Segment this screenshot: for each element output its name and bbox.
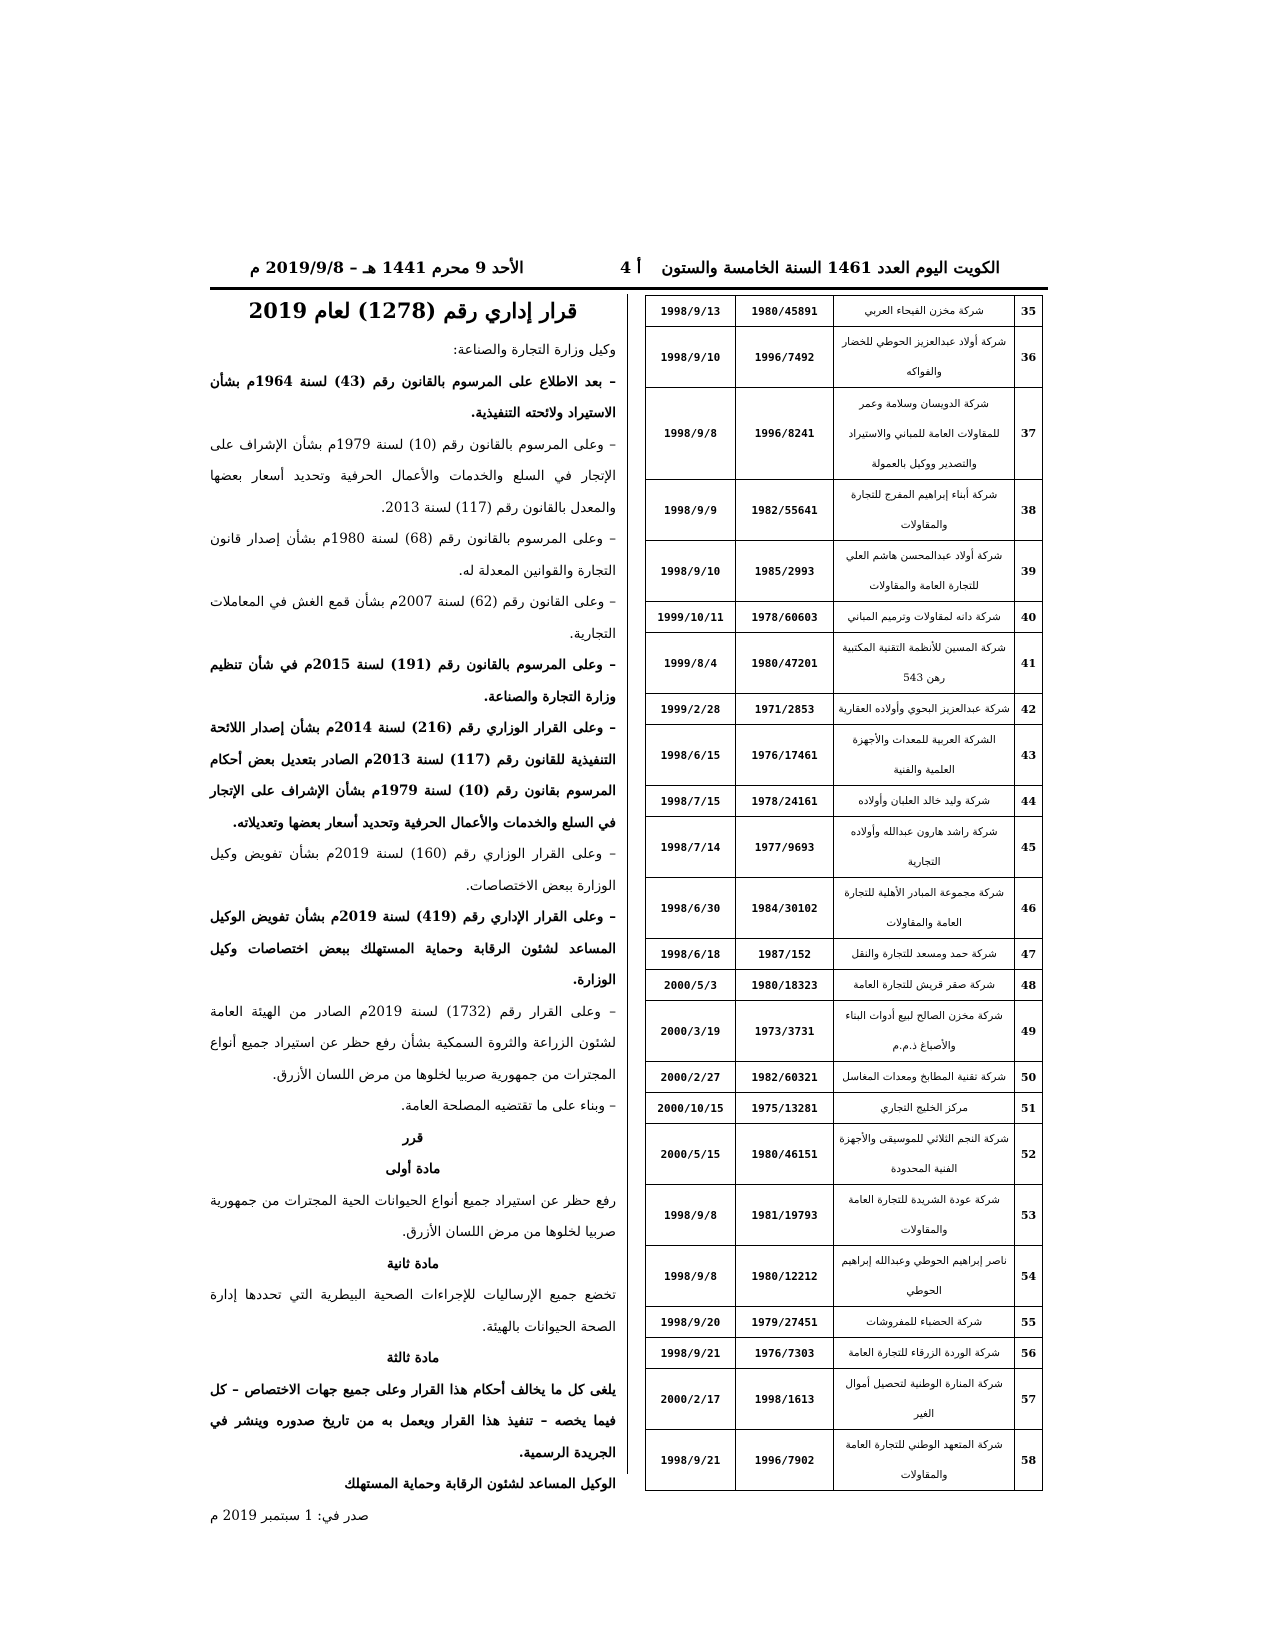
table-row <box>646 970 1043 1001</box>
registration-number: 1979/27451 <box>735 1307 833 1338</box>
row-number: 53 <box>1015 1185 1043 1246</box>
table-row <box>646 817 1043 878</box>
company-name: ناصر إبراهيم الحوطي وعبدالله إبراهيم الحوطي <box>834 1246 1015 1307</box>
decision-paragraph: – وعلى القانون رقم (62) لسنة 2007م بشأن قمع الغش في المعاملات التجارية. <box>210 594 616 642</box>
article-heading: مادة ثانية <box>386 1255 440 1272</box>
cancellation-date: 2000/10/15 <box>646 1093 736 1124</box>
row-number: 51 <box>1015 1093 1043 1124</box>
registration-number: 1976/7303 <box>735 1338 833 1369</box>
table-row <box>646 1093 1043 1124</box>
registration-number: 1976/17461 <box>735 725 833 786</box>
row-number: 46 <box>1015 878 1043 939</box>
registration-number: 1980/45891 <box>735 296 833 327</box>
cancellation-date: 1998/9/8 <box>646 1246 736 1307</box>
decision-paragraph: وكيل وزارة التجارة والصناعة: <box>453 342 616 358</box>
cancellation-date: 2000/3/19 <box>646 1001 736 1062</box>
company-name: شركة عبدالعزيز البحوي وأولاده العقارية <box>834 694 1015 725</box>
registration-number: 1978/24161 <box>735 786 833 817</box>
page-header <box>210 258 1058 288</box>
table-row <box>646 388 1043 480</box>
row-number: 36 <box>1015 327 1043 388</box>
company-name: شركة النجم الثلاثي للموسيقى والأجهزة الفنية المحدودة <box>834 1124 1015 1185</box>
table-row <box>646 633 1043 694</box>
cancellation-date: 1998/7/15 <box>646 786 736 817</box>
table-row <box>646 296 1043 327</box>
cancellation-date: 1999/2/28 <box>646 694 736 725</box>
decision-paragraph: – وبناء على ما تقتضيه المصلحة العامة. <box>400 1098 616 1114</box>
cancellation-date: 1998/9/21 <box>646 1430 736 1491</box>
article-heading: قرر <box>402 1129 424 1146</box>
cancellation-date: 1998/9/9 <box>646 480 736 541</box>
decision-paragraph: – وعلى القرار الوزاري رقم (216) لسنة 2014م بشأن إصدار اللائحة التنفيذية للقانون رقم (117) لسنة 2013م الصادر بتعديل بعض أحكام المرسوم بقانون رقم (10) لسنة 1979م بشأن الإشراف على الإتجار في السلع والخدمات والأعمال الحرفية وتحديد أسعار بعضها وتعديلاته. <box>210 720 616 831</box>
table-row <box>646 1246 1043 1307</box>
row-number: 37 <box>1015 388 1043 480</box>
table-row <box>646 1430 1043 1491</box>
decision-paragraph: – وعلى المرسوم بالقانون رقم (191) لسنة 2015م في شأن تنظيم وزارة التجارة والصناعة. <box>210 657 616 705</box>
cancellation-date: 1998/9/21 <box>646 1338 736 1369</box>
decision-paragraph: – وعلى القرار الوزاري رقم (160) لسنة 2019م بشأن تفويض وكيل الوزارة ببعض الاختصاصات. <box>210 846 616 894</box>
article-heading: مادة ثالثة <box>386 1350 440 1366</box>
company-name: شركة مجموعة المبادر الأهلية للتجارة العامة والمقاولات <box>834 878 1015 939</box>
decision-paragraph: – بعد الاطلاع على المرسوم بالقانون رقم (43) لسنة 1964م بشأن الاستيراد ولائحته التنفيذية. <box>210 373 617 421</box>
cancellation-date: 1999/8/4 <box>646 633 736 694</box>
header-page-number: أ 4 <box>620 258 642 277</box>
decision-column <box>210 298 617 1524</box>
registration-number: 1981/19793 <box>735 1185 833 1246</box>
company-name: مركز الخليج التجاري <box>834 1093 1015 1124</box>
table-row <box>646 541 1043 602</box>
decision-paragraph: – وعلى المرسوم بالقانون رقم (10) لسنة 1979م بشأن الإشراف على الإتجار في السلع والخدمات والأعمال الحرفية وتحديد أسعار بعضها والمعدل بالقانون رقم (117) لسنة 2013. <box>210 436 616 516</box>
company-name: شركة راشد هارون عبدالله وأولاده التجارية <box>834 817 1015 878</box>
cancellation-date: 2000/5/3 <box>646 970 736 1001</box>
row-number: 40 <box>1015 602 1043 633</box>
table-row <box>646 1001 1043 1062</box>
registration-number: 1982/55641 <box>735 480 833 541</box>
row-number: 54 <box>1015 1246 1043 1307</box>
article-heading: مادة أولى <box>385 1161 441 1177</box>
row-number: 47 <box>1015 939 1043 970</box>
company-name: شركة الدويسان وسلامة وعمر للمقاولات العامة للمباني والاستيراد والتصدير ووكيل بالعمولة <box>834 388 1015 480</box>
registration-number: 1984/30102 <box>735 878 833 939</box>
decision-title: قرار إداري رقم (1278) لعام 2019 <box>248 298 578 323</box>
registration-number: 1980/18323 <box>735 970 833 1001</box>
decision-paragraph: تخضع جميع الإرساليات للإجراءات الصحية البيطرية التي تحددها إدارة الصحة الحيوانات بالهيئة. <box>210 1287 616 1335</box>
table-row <box>646 1062 1043 1093</box>
company-name: شركة صقر قريش للتجارة العامة <box>834 970 1015 1001</box>
table-row <box>646 480 1043 541</box>
decision-paragraph: رفع حظر عن استيراد جميع أنواع الحيوانات الحية المجترات من جمهورية صربيا لخلوها من مرض اللسان الأزرق. <box>210 1192 616 1240</box>
registration-number: 1971/2853 <box>735 694 833 725</box>
registration-number: 1996/8241 <box>735 388 833 480</box>
registration-number: 1973/3731 <box>735 1001 833 1062</box>
cancellation-date: 1998/6/15 <box>646 725 736 786</box>
registration-number: 1996/7492 <box>735 327 833 388</box>
decision-paragraph: – وعلى القرار رقم (1732) لسنة 2019م الصادر من الهيئة العامة لشئون الزراعة والثروة السمكية بشأن رفع حظر عن استيراد جميع أنواع المجترات من جمهورية صربيا لخلوها من مرض اللسان الأزرق. <box>210 1003 616 1083</box>
registration-number: 1980/47201 <box>735 633 833 694</box>
company-name: شركة المنارة الوطنية لتحصيل أموال الغير <box>834 1369 1015 1430</box>
table-row <box>646 786 1043 817</box>
registration-number: 1985/2993 <box>735 541 833 602</box>
company-name: شركة أولاد عبدالمحسن هاشم العلي للتجارة العامة والمقاولات <box>834 541 1015 602</box>
row-number: 42 <box>1015 694 1043 725</box>
table-row <box>646 1124 1043 1185</box>
table-row <box>646 939 1043 970</box>
registration-number: 1996/7902 <box>735 1430 833 1491</box>
decision-paragraph: الوكيل المساعد لشئون الرقابة وحماية المستهلك <box>344 1476 616 1492</box>
row-number: 58 <box>1015 1430 1043 1491</box>
company-name: شركة دانه لمقاولات وترميم المباني <box>834 602 1015 633</box>
row-number: 39 <box>1015 541 1043 602</box>
table-row <box>646 878 1043 939</box>
row-number: 49 <box>1015 1001 1043 1062</box>
cancellation-date: 1998/9/8 <box>646 388 736 480</box>
header-rule <box>210 287 1048 290</box>
row-number: 45 <box>1015 817 1043 878</box>
decision-paragraph: – وعلى القرار الإداري رقم (419) لسنة 2019م بشأن تفويض الوكيل المساعد لشئون الرقابة وحماية المستهلك ببعض اختصاصات وكيل الوزارة. <box>210 909 616 988</box>
registration-number: 1982/60321 <box>735 1062 833 1093</box>
column-divider <box>627 294 628 1474</box>
issue-date: صدر في: 1 سبتمبر 2019 م <box>210 1507 369 1524</box>
table-row <box>646 327 1043 388</box>
table-row <box>646 602 1043 633</box>
company-name: شركة أبناء إبراهيم المفرج للتجارة والمقاولات <box>834 480 1015 541</box>
company-name: شركة أولاد عبدالعزيز الحوطي للخضار والفواكه <box>834 327 1015 388</box>
row-number: 52 <box>1015 1124 1043 1185</box>
cancellation-date: 1998/7/14 <box>646 817 736 878</box>
table-row <box>646 1369 1043 1430</box>
cancellation-date: 1998/6/18 <box>646 939 736 970</box>
company-name: شركة مخزن الفيحاء العربي <box>834 296 1015 327</box>
company-name: شركة وليد خالد العلبان وأولاده <box>834 786 1015 817</box>
row-number: 44 <box>1015 786 1043 817</box>
table-row <box>646 725 1043 786</box>
company-name: شركة مخزن الصالح لبيع أدوات البناء والأصباغ ذ.م.م <box>834 1001 1015 1062</box>
row-number: 55 <box>1015 1307 1043 1338</box>
cancellation-date: 1998/9/10 <box>646 327 736 388</box>
cancellation-date: 1999/10/11 <box>646 602 736 633</box>
row-number: 43 <box>1015 725 1043 786</box>
registration-number: 1977/9693 <box>735 817 833 878</box>
company-name: شركة تقنية المطابخ ومعدات المغاسل <box>834 1062 1015 1093</box>
registration-number: 1978/60603 <box>735 602 833 633</box>
cancellation-date: 1998/9/10 <box>646 541 736 602</box>
table-row <box>646 1185 1043 1246</box>
registration-number: 1975/13281 <box>735 1093 833 1124</box>
cancellation-date: 1998/9/20 <box>646 1307 736 1338</box>
company-name: شركة الوردة الزرقاء للتجارة العامة <box>834 1338 1015 1369</box>
cancellation-date: 1998/9/8 <box>646 1185 736 1246</box>
cancellation-date: 1998/9/13 <box>646 296 736 327</box>
row-number: 41 <box>1015 633 1043 694</box>
table-row <box>646 694 1043 725</box>
decision-paragraph: – وعلى المرسوم بالقانون رقم (68) لسنة 1980م بشأن إصدار قانون التجارة والقوانين المعدلة له. <box>210 531 616 579</box>
company-name: شركة حمد ومسعد للتجارة والنقل <box>834 939 1015 970</box>
company-name: شركة المسين للأنظمة التقنية المكتبية رهن 543 <box>834 633 1015 694</box>
row-number: 57 <box>1015 1369 1043 1430</box>
cancellation-date: 2000/2/17 <box>646 1369 736 1430</box>
row-number: 56 <box>1015 1338 1043 1369</box>
registration-number: 1998/1613 <box>735 1369 833 1430</box>
cancellation-date: 1998/6/30 <box>646 878 736 939</box>
companies-table <box>645 295 1043 1491</box>
row-number: 35 <box>1015 296 1043 327</box>
header-date: الأحد 9 محرم 1441 هـ – 2019/9/8 م <box>250 258 524 277</box>
header-issue: الكويت اليوم العدد 1461 السنة الخامسة والستون <box>661 258 1000 277</box>
row-number: 48 <box>1015 970 1043 1001</box>
cancellation-date: 2000/2/27 <box>646 1062 736 1093</box>
row-number: 38 <box>1015 480 1043 541</box>
registration-number: 1980/46151 <box>735 1124 833 1185</box>
cancellation-date: 2000/5/15 <box>646 1124 736 1185</box>
decision-paragraph: يلغى كل ما يخالف أحكام هذا القرار وعلى جميع جهات الاختصاص – كل فيما يخصه – تنفيذ هذا القرار ويعمل به من تاريخ صدوره وينشر في الجريدة الرسمية. <box>210 1381 616 1461</box>
company-name: شركة عودة الشريدة للتجارة العامة والمقاولات <box>834 1185 1015 1246</box>
registration-number: 1980/12212 <box>735 1246 833 1307</box>
company-name: شركة الحضباء للمفروشات <box>834 1307 1015 1338</box>
company-name: الشركة العربية للمعدات والأجهزة العلمية والفنية <box>834 725 1015 786</box>
company-name: شركة المتعهد الوطني للتجارة العامة والمقاولات <box>834 1430 1015 1491</box>
table-row <box>646 1307 1043 1338</box>
table-row <box>646 1338 1043 1369</box>
registration-number: 1987/152 <box>735 939 833 970</box>
row-number: 50 <box>1015 1062 1043 1093</box>
